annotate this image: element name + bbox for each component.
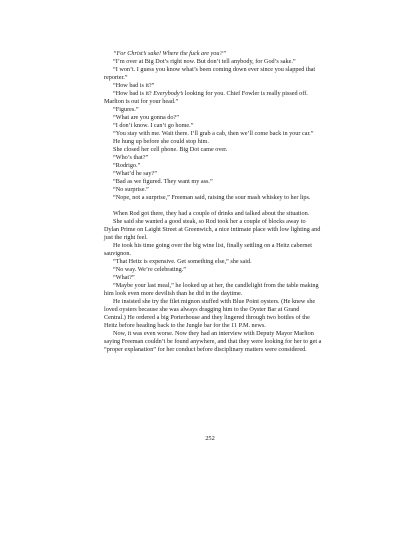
text-run: “What are you gonna do?” <box>113 114 179 121</box>
text-run: “How bad is it? <box>113 90 154 97</box>
text-run: looking for you. Chief Fowler is really pissed off. Marlton is out for your head.” <box>104 90 308 105</box>
paragraph <box>104 90 322 106</box>
paragraph <box>104 82 322 90</box>
paragraph <box>104 194 322 202</box>
paragraph <box>104 218 322 242</box>
paragraph <box>104 106 322 114</box>
paragraph <box>104 138 322 146</box>
text-run: “No surprise.” <box>113 186 149 193</box>
italic-text: Everybody’s <box>153 90 184 97</box>
text-run: “Nope, not a surprise,” Freeman said, raising the sour mash whiskey to her lips. <box>113 194 311 201</box>
text-run: “Rodrigo.” <box>113 162 141 169</box>
text-run: She said she wanted a good steak, so Rod took her a couple of blocks away to Dylan Prime on Laight Street at Greenwich, a nice intimate place with low lighting and just the right feel. <box>104 218 321 241</box>
paragraph <box>104 274 322 282</box>
paragraph <box>104 114 322 122</box>
text-run: He hung up before she could stop him. <box>113 138 209 145</box>
text-run: “I don’t know. I can’t go home.” <box>113 122 194 129</box>
paragraph <box>104 66 322 82</box>
text-run: “Maybe your last meal,” he looked up at her, the candlelight from the table making him look even more devilish than he did in the daytime. <box>104 282 319 297</box>
paragraph <box>104 130 322 138</box>
paragraph <box>104 330 322 354</box>
text-run: “Who’s that?” <box>113 154 149 161</box>
paragraph <box>104 178 322 186</box>
text-run: Now, it was even worse. Now they had an interview with Deputy Mayor Marlton saying Freeman couldn’t be found anywhere, and that they were looking for her to get a “proper explanation” for her conduct before disciplinary matters were considered. <box>104 330 322 353</box>
text-run: “That Heitz is expensive. Get something else,” she said. <box>113 258 252 265</box>
paragraph <box>104 146 322 154</box>
text-run: “I won’t. I guess you know what’s been coming down ever since you slapped that reporter.” <box>104 66 316 81</box>
text-run: “You stay with me. Wait there. I’ll grab a cab, then we’ll come back in your car.” <box>113 130 314 137</box>
paragraph <box>104 170 322 178</box>
text-run: She closed her cell phone. Big Dot came over. <box>113 146 228 153</box>
text-run: “What’d he say?” <box>113 170 157 177</box>
text-run: “Bad as we figured. They want my ass.” <box>113 178 213 185</box>
text-run: He took his time going over the big wine list, finally settling on a Heitz cabernet sauvignon. <box>104 242 312 257</box>
text-run: “How bad is it?” <box>113 82 155 89</box>
text-run: “No way. We’re celebrating.” <box>113 266 187 273</box>
italic-text: “For Christ’s sake! Where the fuck are you?” <box>113 50 227 57</box>
paragraph <box>104 258 322 266</box>
text-run: “What?” <box>113 274 135 281</box>
text-run: “I’m over at Big Dot’s right now. But don’t tell anybody, for God’s sake.” <box>113 58 296 65</box>
paragraph <box>104 298 322 330</box>
paragraph <box>104 210 322 218</box>
text-run: “Figures.” <box>113 106 139 113</box>
paragraph <box>104 162 322 170</box>
paragraph <box>104 242 322 258</box>
paragraph <box>104 266 322 274</box>
paragraph <box>104 50 322 58</box>
text-run: He insisted she try the filet mignon stuffed with Blue Point oysters. (He knew she loved oysters because she was always dragging him to the Oyster Bar at Grand Central.) He ordered a big Porterhouse and they lingered through two bottles of the Heitz before heading back to the Jungle bar for the 11 P.M. news. <box>104 298 316 329</box>
body-text <box>104 50 322 354</box>
paragraph <box>104 282 322 298</box>
paragraph <box>104 186 322 194</box>
page-number: 252 <box>205 435 215 442</box>
text-run: When Rod got there, they had a couple of drinks and talked about the situation. <box>113 210 310 217</box>
paragraph <box>104 122 322 130</box>
paragraph <box>104 58 322 66</box>
paragraph <box>104 154 322 162</box>
